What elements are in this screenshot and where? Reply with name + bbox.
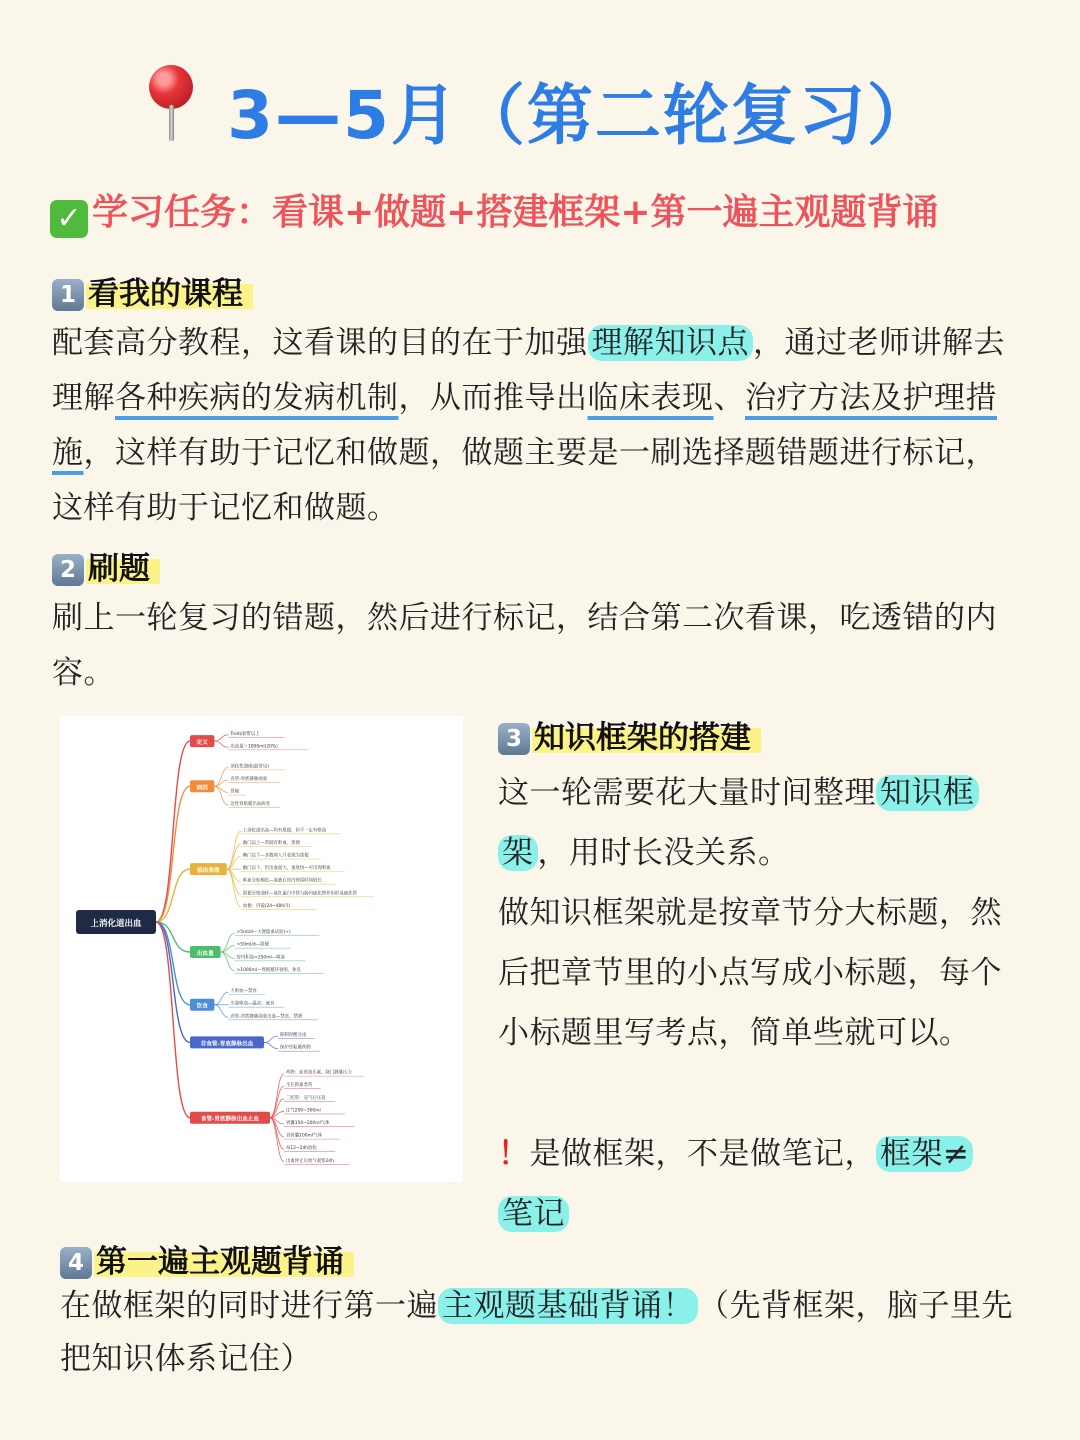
- mindmap-leaf: Treitz韧带以上: [230, 731, 260, 737]
- highlight-text: 笔记: [498, 1196, 569, 1232]
- number-badge-icon: 2: [52, 554, 84, 586]
- mindmap-branch-label: 饮食: [196, 1003, 208, 1010]
- mindmap-leaf-connector: [270, 1118, 284, 1150]
- mindmap-leaf-connector: [214, 1005, 228, 1018]
- underlined-text: 各种疾病的发病机制: [115, 380, 399, 416]
- exclamation-icon: ！: [498, 1136, 530, 1172]
- mindmap-leaf: 出血停止后放气观察24h: [286, 1158, 334, 1164]
- text: 这一轮需要花大量时间整理: [498, 775, 876, 811]
- text: ，从而推导出: [398, 380, 588, 416]
- mindmap-branch-label: 临床表现: [197, 868, 220, 875]
- number-badge-icon: 3: [498, 723, 530, 755]
- mindmap-leaf: 抑制胃酸分泌: [280, 1033, 307, 1039]
- mindmap-leaf: 幽门以下—多数病人只表现为黑便: [242, 853, 309, 859]
- mindmap-leaf: 出血量＞1000ml(20%): [230, 744, 278, 750]
- mindmap-leaf: 三腔管：充气后压迫: [286, 1095, 326, 1101]
- mindmap-leaf: 黑便呈柏油样—血红蛋白中铁与肠内硫化物作用形成硫化铁: [242, 891, 357, 897]
- title-row: [0, 62, 1080, 157]
- text: ，用时长没关系。: [537, 835, 790, 871]
- mindmap-branch-label: 定义: [196, 740, 208, 747]
- mindmap-leaf: >50ml/d—黑便: [236, 942, 269, 948]
- highlight-text: 知识框: [876, 775, 979, 811]
- section-2-paragraph: 刷上一轮复习的错题，然后进行标记，结合第二次看课，吃透错的内容。: [52, 600, 997, 691]
- text: 配套高分教程，这看课的目的在于加强: [52, 325, 588, 361]
- mindmap-leaf: 食管-胃底静脉曲张出血—禁食、禁酒: [230, 1014, 303, 1020]
- mindmap-branch-label: 出血量: [196, 951, 214, 957]
- mindmap-leaf-connector: [227, 869, 241, 894]
- number-badge-icon: 4: [60, 1247, 92, 1279]
- highlight-text: 主观题基础背诵！: [438, 1288, 698, 1324]
- mindmap-leaf: 保护胃粘膜药物: [280, 1045, 311, 1051]
- mindmap-branch-label: 食管-胃底静脉出血止血: [200, 1116, 260, 1123]
- mindmap-leaf-connector: [264, 1036, 278, 1042]
- mindmap-leaf: 消化性溃疡(最常见): [230, 764, 269, 770]
- mindmap-branch-label: 病因: [196, 785, 208, 792]
- mindmap-leaf-connector: [270, 1086, 284, 1118]
- highlight-text: 理解知识点: [588, 325, 754, 361]
- mindmap-connector: [156, 786, 190, 922]
- mindmap-leaf: 注气200~300ml: [286, 1108, 321, 1114]
- mindmap-leaf-connector: [214, 741, 228, 747]
- text: ，这样有助于记忆和做题，做题主要是一刷选择题错题进行标记，这样有助于记忆和做题。: [52, 435, 997, 526]
- underlined-text: 治疗方法: [745, 380, 871, 416]
- mindmap-leaf-connector: [270, 1074, 284, 1118]
- mindmap-image: [60, 716, 463, 1182]
- mindmap-leaf-connector: [214, 735, 228, 741]
- mindmap-leaf: 胃内积血>250ml—呕血: [236, 955, 285, 961]
- section-3-paragraph: [498, 763, 1018, 883]
- highlight-text: 架: [498, 835, 538, 871]
- mindmap-leaf: >1000ml—周围循环衰竭、休克: [236, 967, 301, 973]
- mindmap-leaf: 药物：血管加压素、降门静脉压力: [286, 1070, 352, 1076]
- mindmap-leaf: 食管-胃底静脉曲张: [230, 776, 268, 782]
- highlight-text: 框架≠: [876, 1136, 973, 1172]
- mindmap-leaf: 胃囊150~200ml气体: [286, 1121, 330, 1127]
- mindmap-leaf: 生长抑素类药: [286, 1083, 313, 1089]
- section-4-title: 第一遍主观题背诵: [94, 1244, 354, 1280]
- mindmap-leaf-connector: [227, 844, 241, 869]
- mindmap-leaf: 胃癌: [230, 789, 240, 795]
- underlined-text: 及护理措施: [52, 380, 997, 471]
- mindmap-leaf: 幽门以下，但出血量大、速度快—可出现呕血: [242, 866, 331, 872]
- task-line: [50, 184, 939, 238]
- section-4-heading: [60, 1236, 354, 1281]
- mindmap-leaf: 血便：内镜(24~48h内): [242, 903, 291, 909]
- mindmap-leaf-connector: [270, 1118, 284, 1162]
- mindmap-leaf: 食管囊100ml气体: [286, 1133, 322, 1139]
- text: ，通过老师讲解去理解: [52, 325, 1005, 416]
- section-3-paragraph-2: 做知识框架就是按章节分大标题，然后把章节里的小点写成小标题，每个小标题里写考点，简单些就可以。: [498, 895, 1002, 1051]
- section-4-paragraph: [60, 1280, 1020, 1386]
- mindmap-branch-label: 非食管-胃底静脉出血: [200, 1041, 254, 1048]
- mindmap-connector: [156, 922, 190, 1005]
- mindmap-leaf: >5ml/d—大便隐血试验(+): [236, 930, 291, 936]
- mindmap-leaf-connector: [214, 992, 228, 1005]
- text: 是做框架，不是做笔记，: [529, 1136, 876, 1172]
- mindmap-root-label: 上消化道出血: [90, 919, 142, 929]
- section-3-title: 知识框架的搭建: [532, 720, 761, 756]
- pushpin-icon: [145, 65, 201, 143]
- checkmark-icon: ✓: [50, 200, 88, 238]
- text: 在做框架的同时进行第一遍: [60, 1288, 438, 1324]
- section-3-heading: [498, 712, 761, 757]
- section-3-warning: [498, 1124, 1018, 1244]
- text: （先背框架，脑子里先把知识体系记住）: [60, 1288, 1013, 1377]
- mindmap-connector: [156, 869, 190, 922]
- section-1-heading: [52, 268, 253, 313]
- mindmap-leaf: 每12~24h放松: [286, 1146, 317, 1152]
- mindmap-leaf-connector: [264, 1042, 278, 1048]
- task-text: 学习任务：看课+做题+搭建框架+第一遍主观题背诵: [92, 192, 939, 233]
- page-title: 3—5月（第二轮复习）: [227, 77, 935, 154]
- mindmap-leaf: 幽门以上—常既有呕血、黑便: [242, 840, 300, 846]
- mindmap-leaf: 呕血呈棕褐色—血液在胃内停留时间较长: [242, 878, 322, 884]
- mindmap-leaf: 少量呕血—温凉、流食: [230, 1001, 275, 1007]
- section-2-title: 刷题: [86, 551, 160, 587]
- number-badge-icon: 1: [52, 279, 84, 311]
- underlined-text: 临床表现: [587, 380, 714, 416]
- mindmap-leaf: 上消化道出血—均有黑便，但不一定有呕血: [242, 828, 327, 834]
- mindmap-leaf: 大呕血—禁食: [230, 989, 257, 995]
- mindmap-leaf: 急性胃粘膜出血病变: [230, 802, 270, 808]
- section-2-heading: [52, 543, 160, 588]
- section-1-paragraph: [52, 316, 1012, 536]
- text: 、: [713, 380, 745, 416]
- section-1-title: 看我的课程: [86, 276, 253, 312]
